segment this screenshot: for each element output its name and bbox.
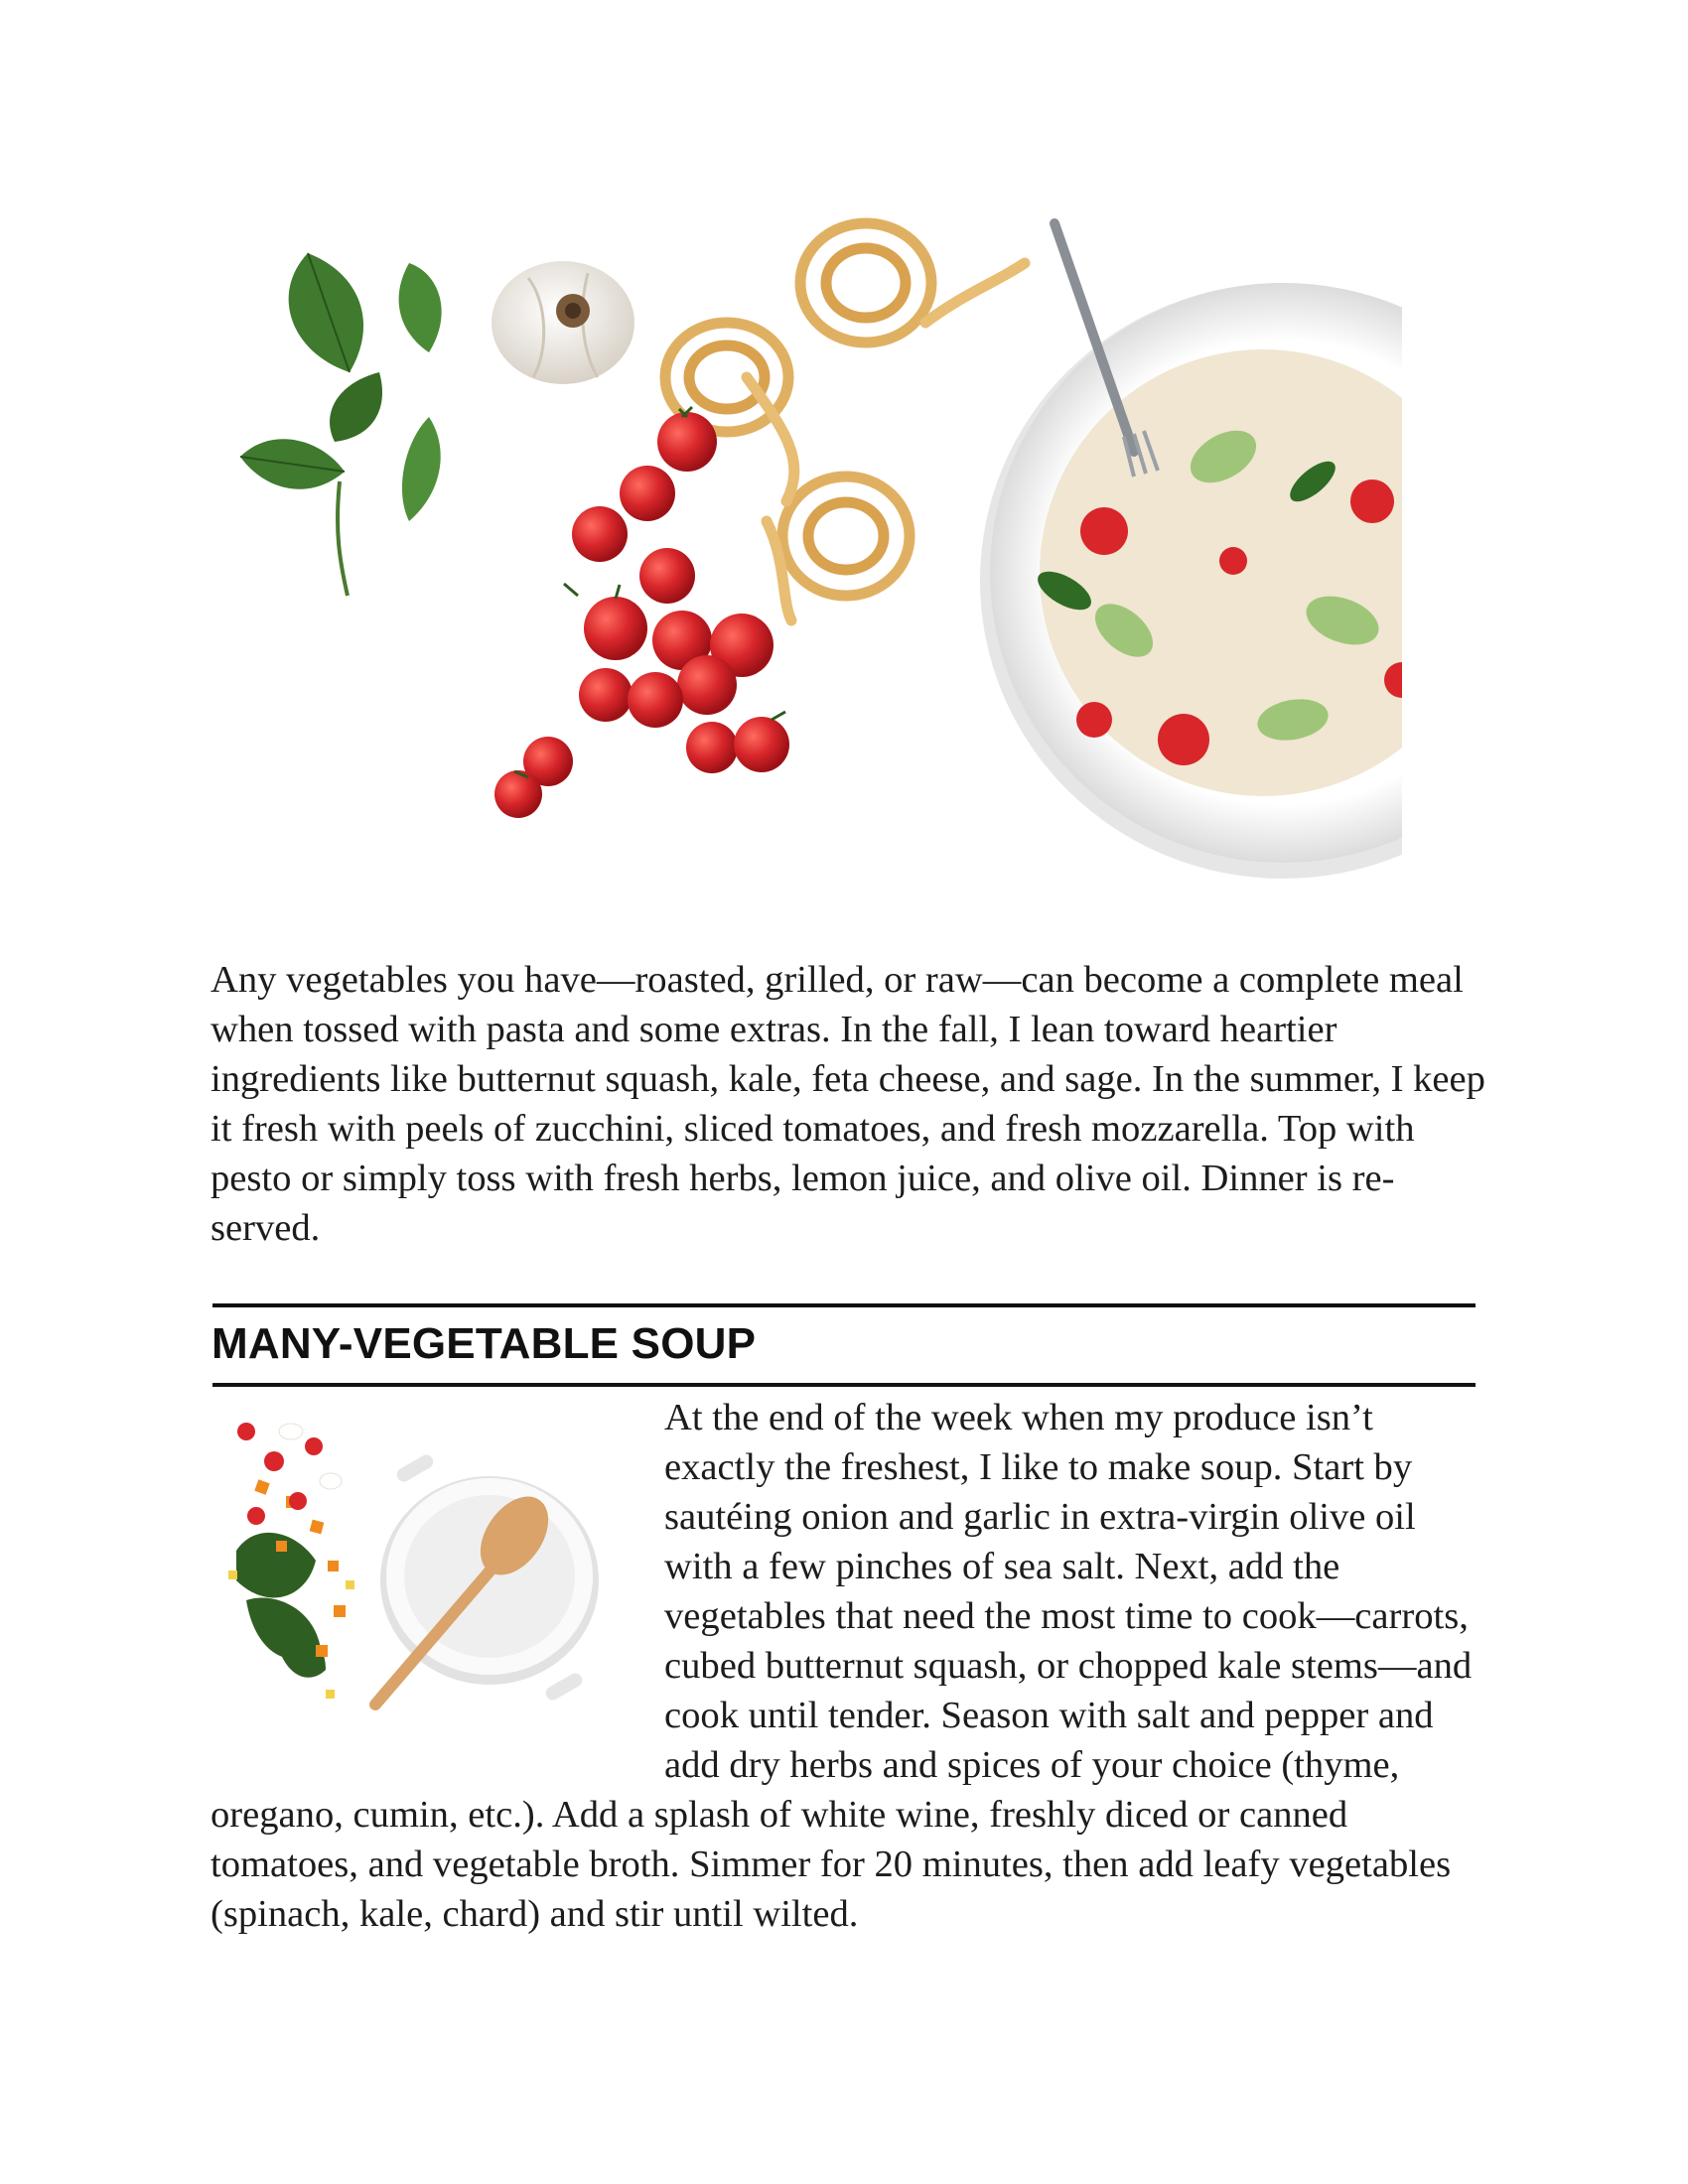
pasta-ingredients-image: [230, 204, 1450, 938]
cherry-tomatoes-icon: [494, 407, 789, 818]
intro-paragraph: Any vegetables you have—roasted, grilled, or raw—can become a complete meal when tossed with pasta and some extras. In the fall, I lean toward heartier ingredients like butternut squash, kale, feta cheese, and sage. In the summer, I keep it fresh with peels of zucchini, sliced tomatoes, and fresh mozzarella. Top with pesto or simply toss with fresh herbs, lemon juice, and olive oil. Dinner is re-served.: [211, 959, 1485, 1249]
pasta-bowl-icon: [980, 223, 1450, 879]
soup-body: At the end of the week when my produce isn’t exactly the freshest, I like to make soup. Start by sautéing onion and garlic in extra-virgin olive oil with a few pinches of sea salt. Next, add the vegetables that need the most time to cook—carrots, cubed butternut squash, or chopped kale stems—and cook until tender. Season with salt and pepper and add dry herbs and spices of your choice (thyme, oregano, cumin, etc.). Add a splash of white wine, freshly diced or canned tomatoes, and vegetable broth. Simmer for 20 minutes, then add leafy vegetables (spinach, kale, chard) and stir until wilted.: [211, 1397, 1473, 1935]
section-rule-bottom: [212, 1383, 1476, 1387]
pasta-nests-icon: [665, 223, 1025, 620]
soup-body-text: [211, 1393, 1491, 1939]
garlic-icon: [492, 261, 634, 384]
section-rule-top: [212, 1303, 1476, 1307]
section-title: MANY-VEGETABLE SOUP: [211, 1319, 757, 1368]
basil-leaves-icon: [240, 253, 442, 596]
